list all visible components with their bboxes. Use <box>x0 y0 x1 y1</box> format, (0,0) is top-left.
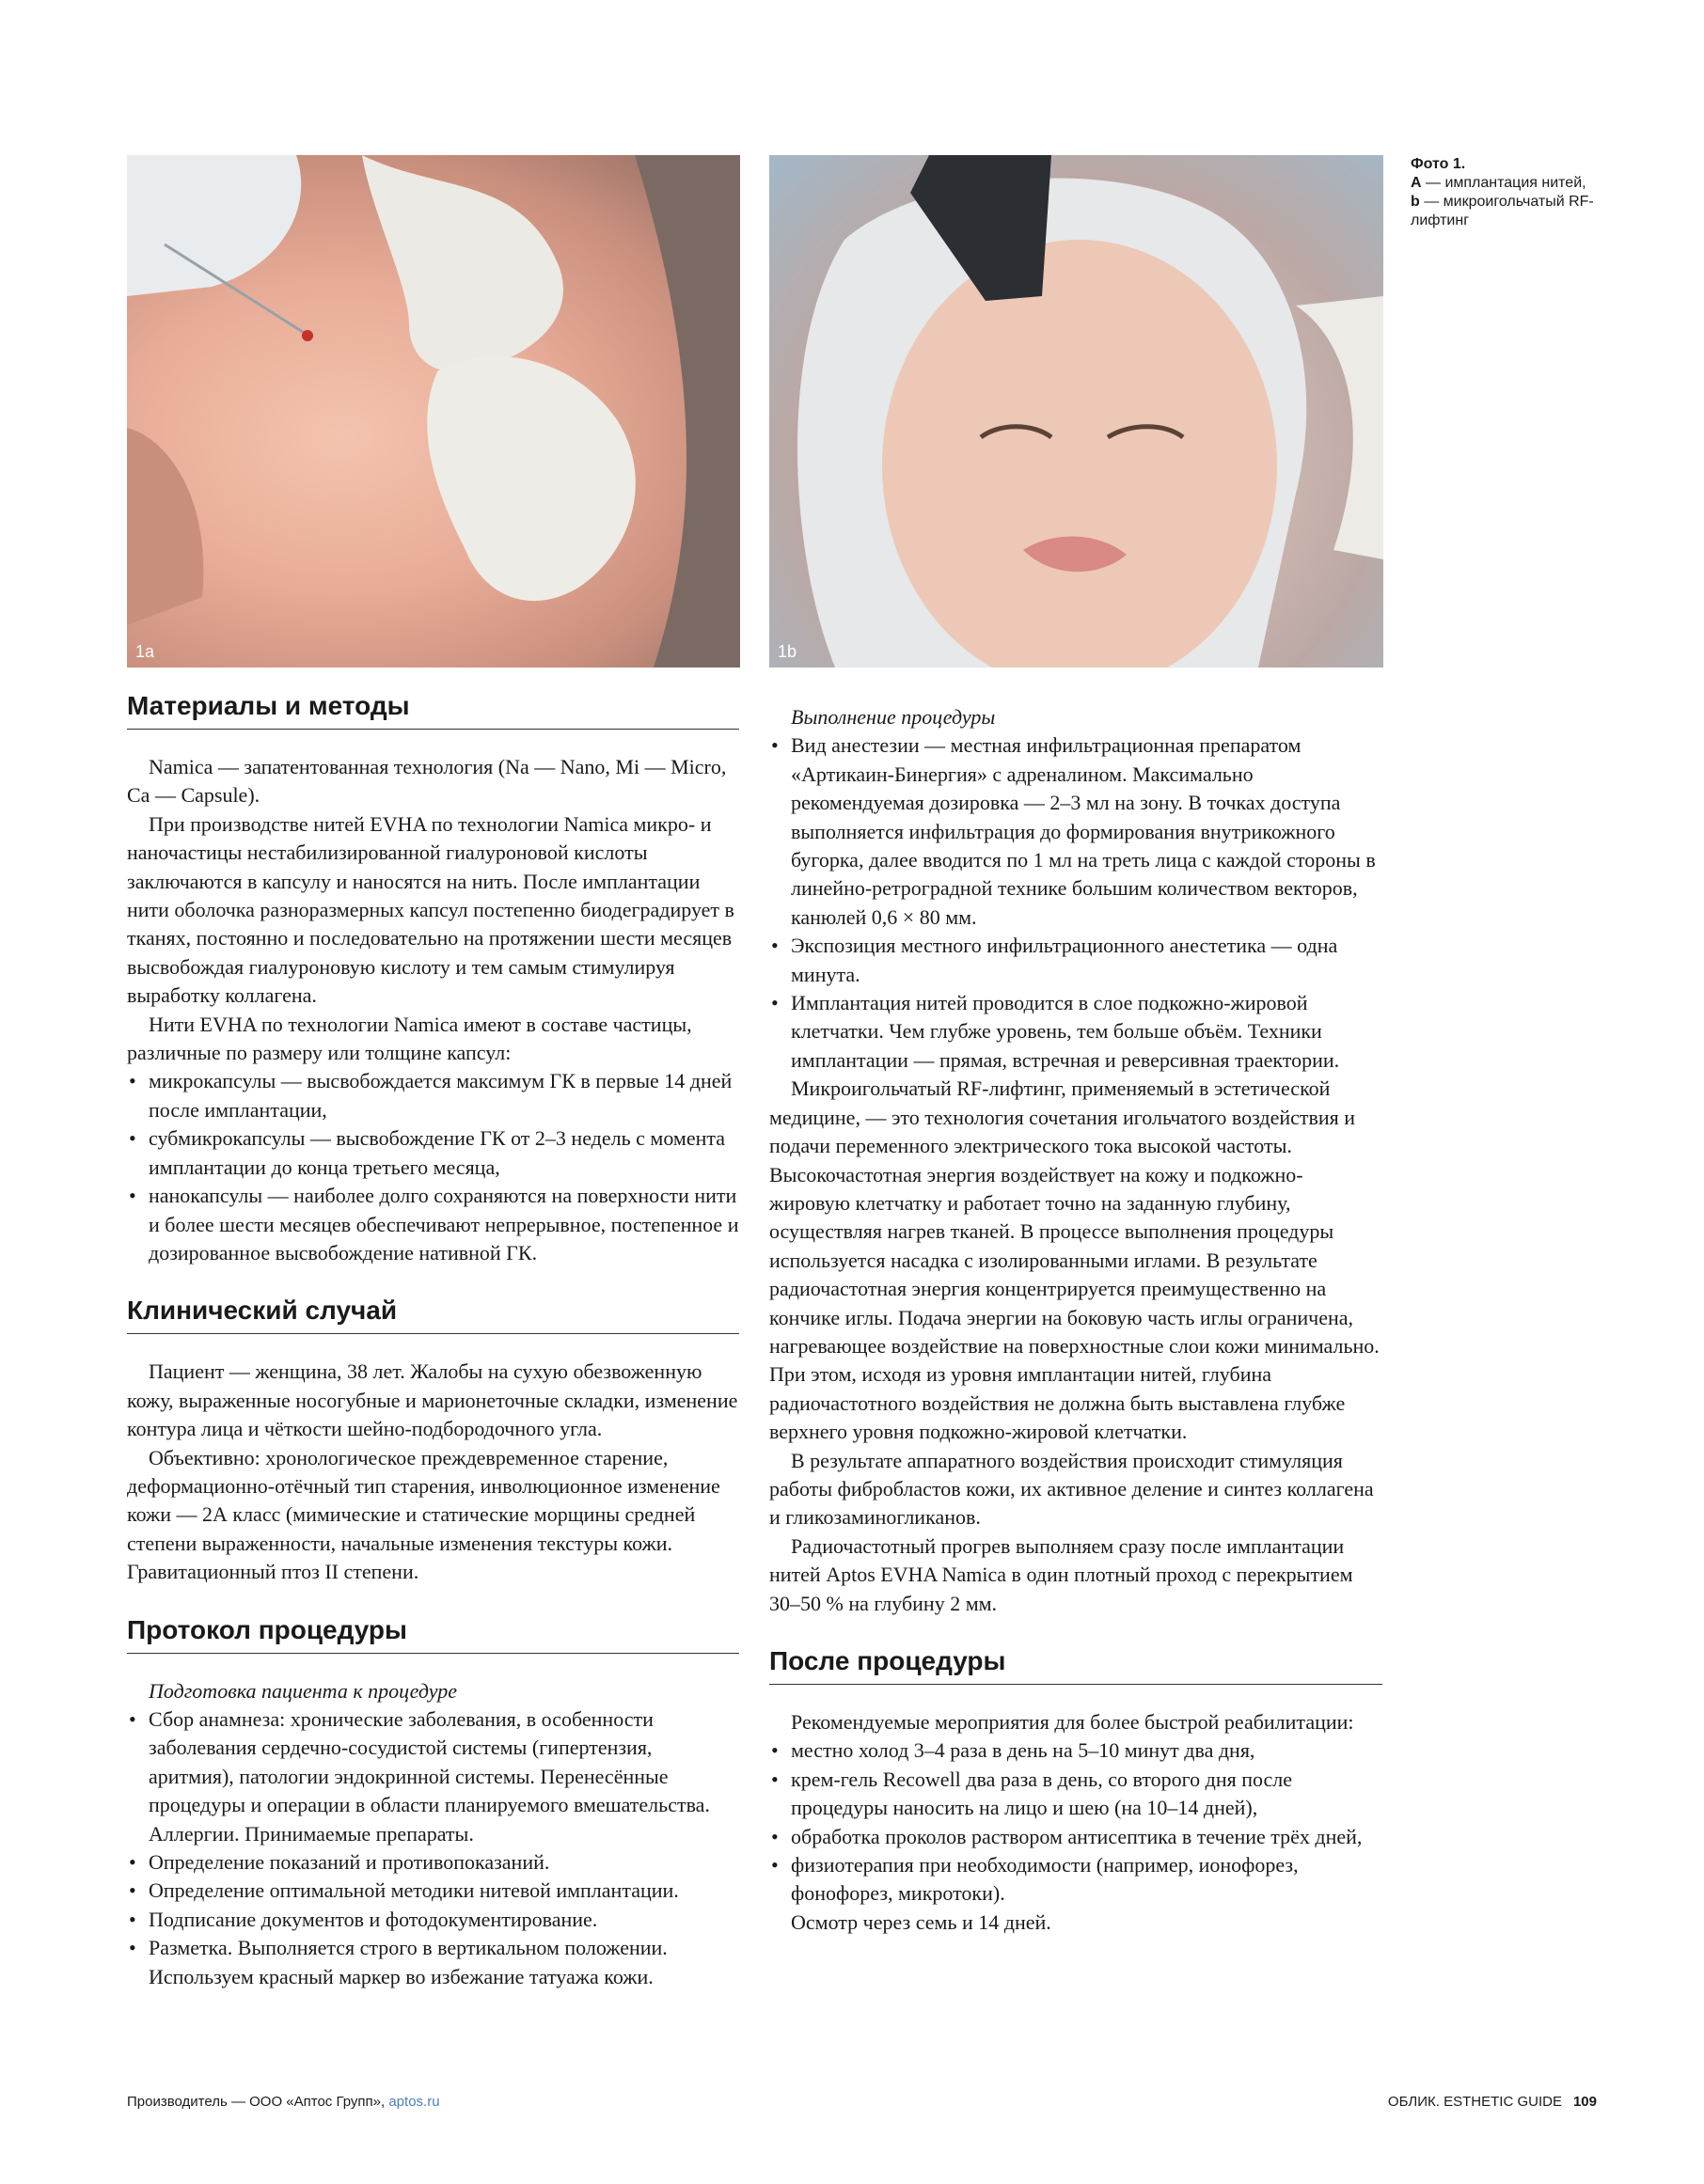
manufacturer-link[interactable]: aptos.ru <box>388 2094 440 2110</box>
footer-journal <box>1388 2094 1597 2110</box>
list-item: • Разметка. Выполняется строго в вертикальном положении. Используем красный маркер во избежание татуажа кожи. <box>127 1934 739 1991</box>
after-list <box>769 1736 1382 1908</box>
footer-manufacturer <box>127 2094 440 2110</box>
after-paragraph: Осмотр через семь и 14 дней. <box>791 1909 1051 1934</box>
execution-list <box>769 731 1382 1075</box>
list-item: • микрокапсулы — высвобождается максимум ГК в первые 14 дней после имплантации, <box>127 1067 739 1124</box>
protocol-list <box>127 1705 739 1991</box>
list-item: • нанокапсулы — наиболее долго сохраняются на поверхности нити и более шести месяцев обеспечивают непрерывное, постепенное и дозированное высвобождение нативной ГК. <box>127 1182 739 1267</box>
capsule-list <box>127 1067 739 1267</box>
photo-1b <box>769 155 1383 668</box>
rf-paragraph: В результате аппаратного воздействия происходит стимуляция работы фибробластов кожи, их активное деление и синтез коллагена и гликозаминогликанов. <box>769 1448 1374 1530</box>
protocol-subheading: Подготовка пациента к процедуре <box>149 1678 457 1703</box>
list-item: • обработка проколов раствором антисептика в течение трёх дней, <box>769 1823 1382 1851</box>
photo-caption <box>1411 155 1599 230</box>
right-column <box>769 703 1382 1937</box>
materials-paragraph: Нити EVHA по технологии Namica имеют в составе частицы, различные по размеру или толщине капсул: <box>127 1012 692 1065</box>
photo-tag: 1a <box>135 642 155 661</box>
journal-title: ОБЛИК. ESTHETIC GUIDE <box>1387 2094 1562 2110</box>
case-paragraph: Пациент — женщина, 38 лет. Жалобы на сухую обезвоженную кожу, выраженные носогубные и марионеточные складки, изменение контура лица и чёткости шейно-подбородочного угла. <box>127 1359 738 1441</box>
caption-a-label: A <box>1411 175 1422 191</box>
list-item: • Подписание документов и фотодокументирование. <box>127 1906 739 1934</box>
photo-1a <box>127 155 740 668</box>
photo-tag: 1b <box>778 642 797 661</box>
list-item: • Сбор анамнеза: хронические заболевания, в особенности заболевания сердечно-сосудистой системы (гипертензия, аритмия), патологии эндокринной системы. Перенесённые процедуры и операции в области планируемого вмешательства. Аллергии. Принимаемые препараты. <box>127 1705 739 1848</box>
caption-a-text: — имплантация нитей, <box>1421 175 1586 191</box>
page-number: 109 <box>1572 2094 1597 2110</box>
protocol-heading: Протокол процедуры <box>127 1615 739 1654</box>
list-item: • Имплантация нитей проводится в слое подкожно-жировой клетчатки. Чем глубже уровень, тем больше объём. Техники имплантации — прямая, встречная и реверсивная траектории. <box>769 989 1382 1075</box>
rf-paragraph: Радиочастотный прогрев выполняем сразу после имплантации нитей Aptos EVHA Namica в один плотный проход с перекрытием 30–50 % на глубину 2 мм. <box>769 1533 1353 1615</box>
list-item: • Определение показаний и противопоказаний. <box>127 1848 739 1877</box>
after-paragraph: Рекомендуемые мероприятия для более быстрой реабилитации: <box>791 1710 1354 1734</box>
list-item: • Вид анестезии — местная инфильтрационная препаратом «Артикаин-Бинергия» с адреналином. Максимально рекомендуемая дозировка — 2–3 мл на зону. В точках доступа выполняется инфильтрация до формирования внутрикожного бугорка, далее вводится по 1 мл на треть лица с каждой стороны в линейно-ретроградной технике большим количеством векторов, канюлей 0,6 × 80 мм. <box>769 731 1382 932</box>
list-item: • субмикрокапсулы — высвобождение ГК от 2–3 недель с момента имплантации до конца третьего месяца, <box>127 1124 739 1182</box>
caption-title: Фото 1. <box>1411 156 1466 172</box>
rf-paragraph: Микроигольчатый RF-лифтинг, применяемый в эстетической медицине, — это технология сочетания игольчатого воздействия и подачи переменного электрического тока высокой частоты. Высокочастотная энергия воздействует на кожу и подкожно-жировую клетчатку и работает точно на заданную глубину, осуществляя нагрев тканей. В процессе выполнения процедуры используется насадка с изолированными иглами. В результате радиочастотная энергия концентрируется преимущественно на кончике иглы. Подача энергии на боковую часть иглы ограничена, нагревающее воздействие на поверхностные слои кожи минимально. При этом, исходя из уровня имплантации нитей, глубина радиочастотного воздействия не должна быть выставлена глубже верхнего уровня подкожно-жировой клетчатки. <box>769 1076 1380 1444</box>
materials-paragraph: Namica — запатентованная технология (Na — Nano, Mi — Micro, Ca — Capsule). <box>127 755 727 808</box>
materials-heading: Материалы и методы <box>127 691 739 730</box>
left-column <box>127 691 739 1991</box>
photo-1a-illustration <box>127 155 740 668</box>
case-heading: Клинический случай <box>127 1296 739 1334</box>
caption-b-label: b <box>1411 194 1420 210</box>
caption-b-text: — микроигольчатый RF-лифтинг <box>1411 194 1594 228</box>
list-item: • местно холод 3–4 раза в день на 5–10 минут два дня, <box>769 1736 1382 1765</box>
after-heading: После процедуры <box>769 1646 1382 1685</box>
list-item: • Экспозиция местного инфильтрационного анестетика — одна минута. <box>769 932 1382 989</box>
materials-paragraph: При производстве нитей EVHA по технологии Namica микро- и наночастицы нестабилизированной гиалуроновой кислоты заключаются в капсулу и наносятся на нить. После имплантации нити оболочка разноразмерных капсул постепенно биодеградирует в тканях, постоянно и последовательно на протяжении шести месяцев высвобождая гиалуроновую кислоту и тем самым стимулируя выработку коллагена. <box>127 811 734 1008</box>
list-item: • крем-гель Recowell два раза в день, со второго дня после процедуры наносить на лицо и шею (на 10–14 дней), <box>769 1766 1382 1823</box>
photo-1b-illustration <box>769 155 1383 668</box>
list-item: • физиотерапия при необходимости (например, ионофорез, фонофорез, микротоки). <box>769 1851 1382 1909</box>
execution-subheading: Выполнение процедуры <box>791 705 996 729</box>
manufacturer-text: Производитель — ООО «Аптос Групп», <box>127 2094 389 2110</box>
list-item: • Определение оптимальной методики нитевой имплантации. <box>127 1877 739 1905</box>
case-paragraph: Объективно: хронологическое преждевременное старение, деформационно-отёчный тип старения, инволюционное изменение кожи — 2А класс (мимические и статические морщины средней степени выраженности, начальные изменения текстуры кожи. Гравитационный птоз II степени. <box>127 1445 720 1584</box>
